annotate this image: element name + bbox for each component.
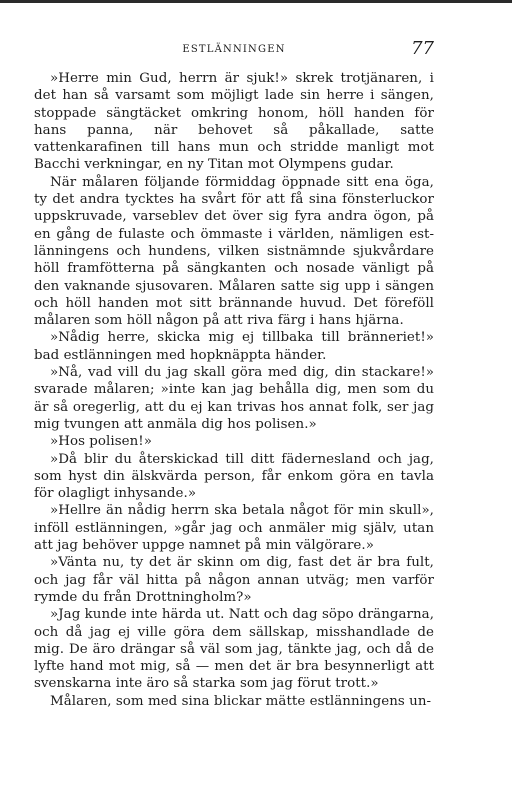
top-border-rule [0,0,512,3]
paragraph: »Nå, vad vill du jag skall göra med dig, din stackare!» svarade målaren; »inte kan jag behålla dig, men som du är så oregerlig, att du ej kan trivas hos annat folk, ser jag mig tvungen att anmäla dig hos polisen.» [34,365,434,432]
body-text [34,70,434,710]
page-number: 77 [411,38,434,59]
book-page [34,38,434,710]
paragraph: »Herre min Gud, herrn är sjuk!» skrek trotjänaren, i det han så varsamt som möjligt lade sin herre i sängen, stoppade sängtäcket omkring honom, höll handen för hans panna, när behovet så påkallade, satte vattenkarafinen till hans mun och stridde manligt mot Bacchi verkningar, en ny Titan mot Olympens gudar. [34,71,434,173]
paragraph: »Jag kunde inte härda ut. Natt och dag söpo drängarna, och då jag ej ville göra dem sällskap, misshandlade de mig. De äro drängar så väl som jag, tänkte jag, och då de lyfte hand mot mig, så — men det är bra besynnerligt att svenskarna inte äro så starka som jag förut trott.» [34,607,434,692]
paragraph: »Hos polisen!» [50,434,152,450]
paragraph: »Då blir du återskickad till ditt fädernesland och jag, som hyst din älskvärda person, får enkom göra en tavla för olagligt inhysande.» [34,451,434,502]
running-header [34,38,434,66]
running-title: ESTLÄNNINGEN [182,44,286,55]
paragraph: »Vänta nu, ty det är skinn om dig, fast det är bra fult, och jag får väl hitta på någon annan utväg; men varför rymde du från Drottningholm?» [34,555,434,605]
paragraph: Målaren, som med sina blickar mätte estlänningens un- [50,693,432,709]
paragraph: »Hellre än nådig herrn ska betala något för min skull», inföll estlänningen, »går jag och anmäler mig själv, utan att jag behöver uppge namnet på min välgörare.» [34,503,434,554]
paragraph: »Nådig herre, skicka mig ej tillbaka till bränneriet!» bad estlänningen med hopknäppta händer. [34,330,434,363]
paragraph: När målaren följande förmiddag öppnade sitt ena öga, ty det andra tycktes ha svårt för att få sina fönsterluckor uppskruvade, varseblev det över sig fyra andra ögon, på en gång de fulaste och ömmaste i världen, nämligen estlänningens och hundens, vilken sistnämnde sjukvårdare höll framfötterna på sängkanten och nosade vänligt på den vaknande sjusovaren. Målaren satte sig upp i sängen och höll handen mot sitt brännande huvud. Det föreföll målaren som höll någon på att riva färg i hans hjärna. [34,174,434,329]
